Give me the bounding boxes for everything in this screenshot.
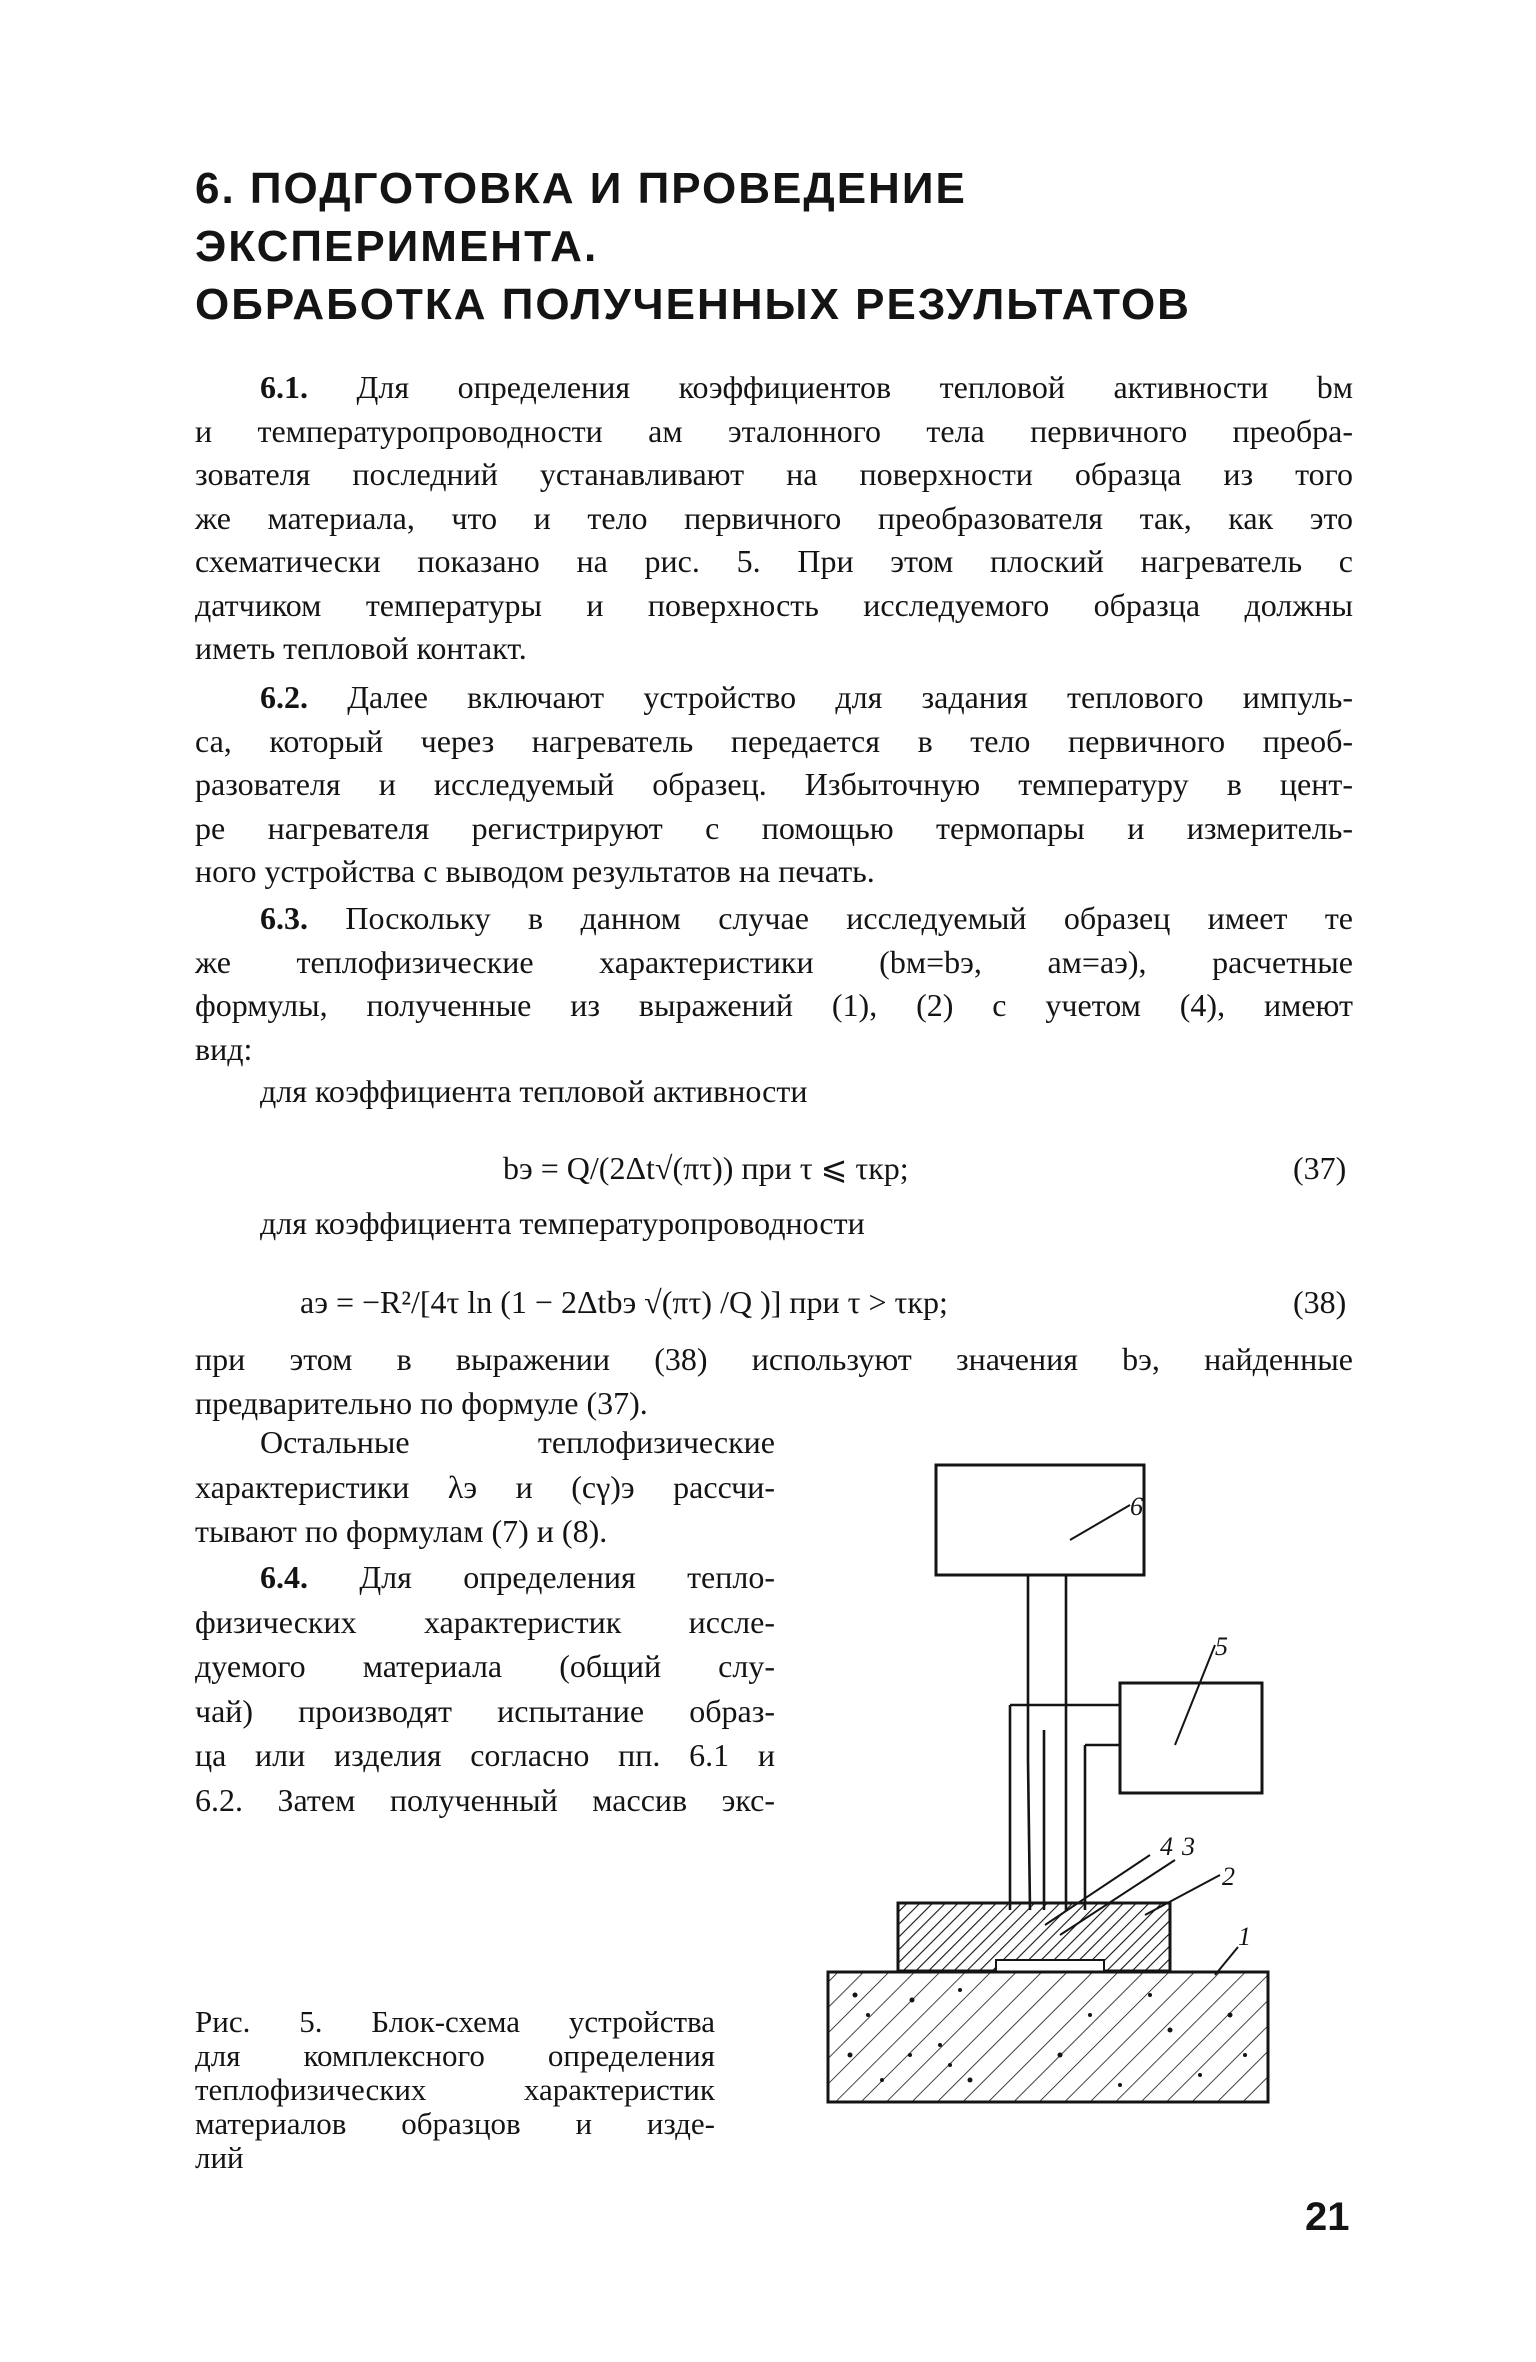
figure-caption (195, 2005, 715, 2175)
figure-label: 6 (1130, 1492, 1143, 1521)
text-line: характеристики λэ и (cγ)э рассчи- (195, 1468, 775, 1505)
figure-label: 3 (1182, 1832, 1195, 1861)
paragraph-number: 6.1. (260, 369, 308, 405)
text-line: дуемого материала (общий слу- (195, 1648, 775, 1684)
formula-label: для коэффициента тепловой активности (260, 1073, 808, 1109)
text-line: ца или изделия согласно пп. 6.1 и (195, 1737, 775, 1773)
caption-line: материалов образцов и изде- (195, 2106, 715, 2141)
text-line: физических характеристик иссле- (195, 1603, 775, 1640)
pulse-generator-block (1120, 1683, 1262, 1793)
block-diagram-figure (820, 1455, 1280, 2125)
text-line: Поскольку в данном случае исследуемый образец имеет те (345, 900, 1354, 936)
text-line: вид: (195, 1030, 253, 1067)
text-line: же материала, что и тело первичного преобразователя так, как это (195, 499, 1353, 536)
caption-line: Рис. 5. Блок-схема устройства (195, 2004, 715, 2039)
figure-label: 1 (1238, 1922, 1251, 1951)
text-line: 6.2. Затем полученный массив экс- (195, 1781, 775, 1818)
figure-label: 4 (1160, 1832, 1173, 1861)
text-line: схематически показано на рис. 5. При этом плоский нагреватель с (195, 543, 1353, 579)
formula-label: для коэффициента температуропроводности (260, 1205, 865, 1241)
text-line: Для определения коэффициентов тепловой активности bм (356, 369, 1354, 405)
text-line: же теплофизические характеристики (bм=bэ, aм=aэ), расчетные (195, 943, 1353, 980)
text-line: датчиком температуры и поверхность исследуемого образца должны (195, 586, 1353, 623)
equation-number: (37) (1293, 1150, 1347, 1186)
paragraph-number: 6.4. (260, 1559, 308, 1595)
text-line: са, который через нагреватель передается в тело первичного преоб- (195, 722, 1353, 759)
text-line: Далее включают устройство для задания теплового импуль- (347, 679, 1354, 715)
text-line: тывают по формулам (7) и (8). (195, 1513, 608, 1549)
text-line: при этом в выражении (38) используют значения bэ, найденные (195, 1341, 1353, 1377)
text-line: иметь тепловой контакт. (195, 630, 527, 666)
text-line: и температуропроводности aм эталонного тела первичного преобра- (195, 412, 1353, 449)
figure-label: 5 (1215, 1632, 1228, 1661)
text-line: разователя и исследуемый образец. Избыточную температуру в цент- (195, 766, 1353, 802)
caption-line: лий (195, 2140, 244, 2175)
heater (996, 1960, 1104, 1972)
text-line: предварительно по формуле (37). (195, 1384, 648, 1421)
paragraph-6-2 (195, 676, 1353, 894)
section-heading (195, 160, 1345, 334)
paragraph-other-properties (195, 1420, 775, 1554)
paragraph-6-1 (195, 366, 1353, 671)
paragraph-number: 6.3. (260, 900, 308, 936)
equation-number: (38) (1293, 1284, 1347, 1320)
figure-label: 2 (1222, 1862, 1235, 1891)
paragraph-6-3 (195, 897, 1353, 1071)
caption-line: теплофизических характеристик (195, 2072, 715, 2107)
text-line: Для определения тепло- (359, 1559, 776, 1595)
thermocouple-wires (1028, 1575, 1066, 1910)
heading-line: ЭКСПЕРИМЕНТА. (195, 222, 599, 271)
equation-38: aэ = −R²/[4τ ln (1 − 2Δtbэ √(πτ) /Q )] при τ > τкр; (300, 1284, 948, 1320)
page-number: 21 (1305, 2195, 1350, 2239)
text-line: ре нагревателя регистрируют с помощью термопары и измеритель- (195, 809, 1353, 846)
paragraph-number: 6.2. (260, 679, 308, 715)
heading-line: 6. ПОДГОТОВКА И ПРОВЕДЕНИЕ (195, 164, 967, 213)
text-line: формулы, полученные из выражений (1), (2) с учетом (4), имеют (195, 987, 1353, 1023)
text-line: Остальные теплофизические (260, 1424, 775, 1460)
paragraph-6-4 (195, 1555, 775, 1822)
heading-line: ОБРАБОТКА ПОЛУЧЕННЫХ РЕЗУЛЬТАТОВ (195, 280, 1191, 329)
caption-line: для комплексного определения (195, 2038, 715, 2073)
text-line: ного устройства с выводом результатов на печать. (195, 853, 875, 889)
measuring-device-block (936, 1465, 1144, 1575)
text-line: чай) производят испытание образ- (195, 1692, 775, 1729)
text-line: зователя последний устанавливают на поверхности образца из того (195, 456, 1353, 492)
equation-37: bэ = Q/(2Δt√(πτ)) при τ ⩽ τкр; (503, 1150, 909, 1186)
specimen (828, 1972, 1268, 2102)
paragraph-after-equations (195, 1338, 1353, 1425)
